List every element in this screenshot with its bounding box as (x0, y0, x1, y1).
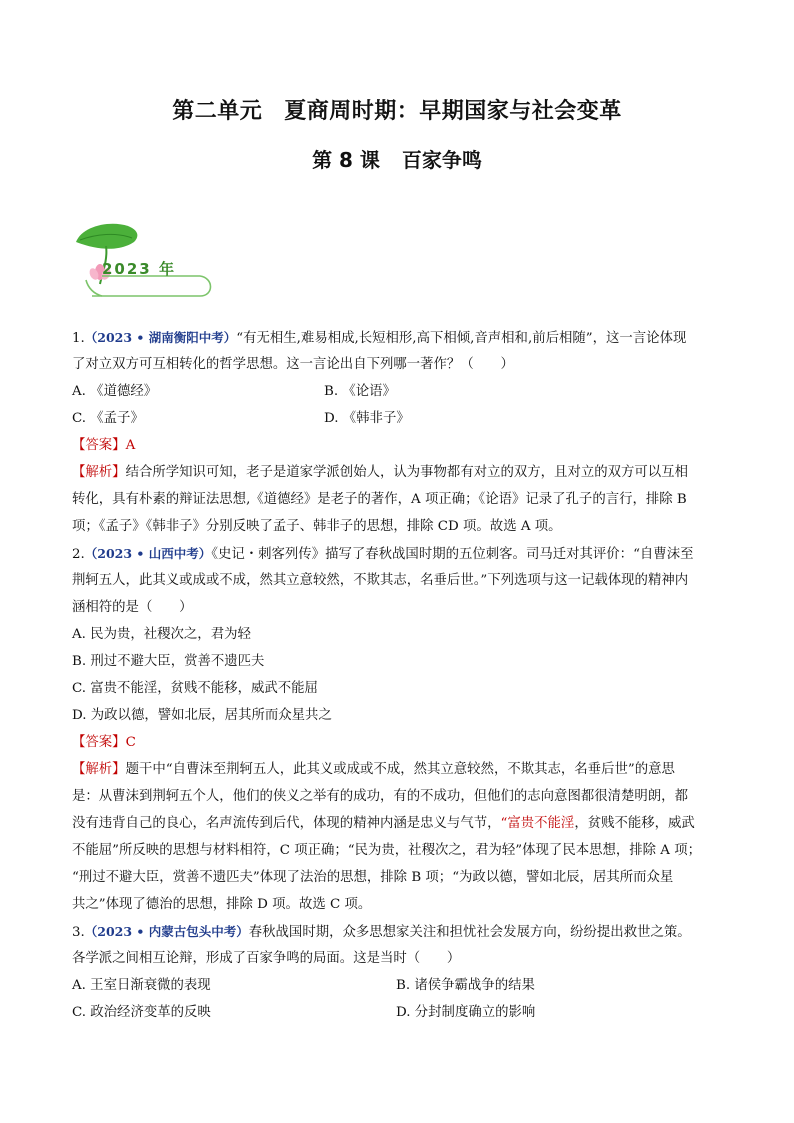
badge-frame (92, 276, 211, 296)
q2-analysis-line1: 题干中“自曹沫至荆轲五人，此其义或成或不成，然其立意较然，不欺其志，名垂后世”的意思 (125, 762, 675, 777)
question-3 (72, 918, 730, 1026)
q2-stem-line3: 涵相符的是（ ） (72, 600, 193, 615)
q2-stem-line2: 荆轲五人，此其义或成或不成，然其立意较然，不欺其志，名垂后世。”下列选项与这一记载体现的精神内 (72, 573, 689, 588)
q3-option-a[interactable]: A. 王室日渐衰微的表现 (72, 978, 211, 993)
q3-option-d[interactable]: D. 分封制度确立的影响 (396, 1005, 536, 1020)
q2-analysis-line4: 不能屈”所反映的思想与材料相符，C 项正确；“民为贵，社稷次之，君为轻”体现了民本思想，排除 A 项； (72, 843, 702, 858)
unit-title (0, 94, 794, 125)
answer-value: A (125, 438, 136, 453)
q1-number: 1. (72, 331, 85, 346)
q1-options-row1 (72, 378, 730, 405)
q2-option-b[interactable]: B. 刑过不避大臣，赏善不遗匹夫 (72, 654, 265, 669)
q1-option-a[interactable]: A. 《道德经》 (72, 384, 158, 399)
questions (72, 324, 730, 1026)
q2-analysis-line3a: 没有违背自己的良心，名声流传到后代，体现的精神内涵是忠义与气节， (72, 816, 501, 831)
q3-options-row1 (72, 972, 730, 999)
q1-options-row2 (72, 405, 730, 432)
q1-option-d[interactable]: D. 《韩非子》 (324, 411, 410, 426)
q3-stem-line2: 各学派之间相互论辩，形成了百家争鸣的局面。这是当时（ ） (72, 951, 461, 966)
q3-option-b[interactable]: B. 诸侯争霸战争的结果 (396, 978, 535, 993)
q2-option-c[interactable]: C. 富贵不能淫，贫贱不能移，威武不能屈 (72, 681, 318, 696)
question-2 (72, 540, 730, 918)
q2-source: （2023 • 山西中考） (84, 546, 212, 561)
q2-analysis-line3c: ，贫贱不能移，威武 (574, 816, 695, 831)
year-badge: 2023 年 (102, 260, 176, 278)
lesson-label: 第 8 课 (312, 148, 380, 172)
q2-option-a[interactable]: A. 民为贵，社稷次之，君为轻 (72, 627, 251, 642)
lesson-title (0, 144, 794, 173)
q1-option-c[interactable]: C. 《孟子》 (72, 411, 144, 426)
q1-answer (72, 432, 730, 459)
q3-source: （2023 • 内蒙古包头中考） (84, 924, 249, 939)
q2-analysis-line3b: “富贵不能淫 (500, 816, 575, 831)
q1-analysis-line1: 结合所学知识可知，老子是道家学派创始人，认为事物都有对立的双方，且对立的双方可以互相 (125, 465, 688, 480)
q1-stem-line1: “有无相生,难易相成,长短相形,高下相倾,音声相和,前后相随”，这一言论体现 (236, 331, 687, 346)
q3-option-c[interactable]: C. 政治经济变革的反映 (72, 1005, 211, 1020)
q1-analysis-line3: 项；《孟子》《韩非子》分别反映了孟子、韩非子的思想，排除 CD 项。故选 A 项。 (72, 519, 562, 534)
q2-analysis-line6: 共之”体现了德治的思想，排除 D 项。故选 C 项。 (72, 897, 372, 912)
q1-stem-line2: 了对立双方可互相转化的哲学思想。这一言论出自下列哪一著作？（ ） (72, 357, 514, 372)
q2-answer (72, 729, 730, 756)
q3-stem-line1: 春秋战国时期，众多思想家关注和担忧社会发展方向，纷纷提出救世之策。 (248, 925, 691, 940)
answer-label: 【答案】 (72, 438, 126, 453)
answer-value: C (125, 735, 136, 750)
q1-source: （2023 • 湖南衡阳中考） (84, 330, 237, 345)
question-1 (72, 324, 730, 540)
q3-number: 3. (72, 925, 85, 940)
q1-option-b[interactable]: B. 《论语》 (324, 384, 396, 399)
q2-analysis-line5: “刑过不避大臣，赏善不遗匹夫”体现了法治的思想，排除 B 项；“为政以德，譬如北辰，居其所而众星 (72, 870, 674, 885)
answer-label: 【答案】 (72, 735, 126, 750)
analysis-label: 【解析】 (72, 762, 126, 777)
unit-label: 第二单元 (172, 99, 263, 124)
q2-option-d[interactable]: D. 为政以德，譬如北辰，居其所而众星共之 (72, 708, 332, 723)
lesson-name: 百家争鸣 (401, 148, 482, 172)
q2-stem-line1: 《史记・刺客列传》描写了春秋战国时期的五位刺客。司马迁对其评价：“自曹沫至 (211, 547, 694, 562)
q3-options-row2 (72, 999, 730, 1026)
unit-name: 夏商周时期：早期国家与社会变革 (284, 99, 622, 124)
analysis-label: 【解析】 (72, 465, 126, 480)
q1-analysis-line2: 转化，具有朴素的辩证法思想,《道德经》是老子的著作，A 项正确；《论语》记录了孔子的言行，排除 B (72, 492, 687, 507)
q2-analysis-line2: 是：从曹沫到荆轲五个人，他们的侠义之举有的成功，有的不成功，但他们的志向意图都很清楚明朗，都 (72, 789, 688, 804)
q2-number: 2. (72, 547, 85, 562)
